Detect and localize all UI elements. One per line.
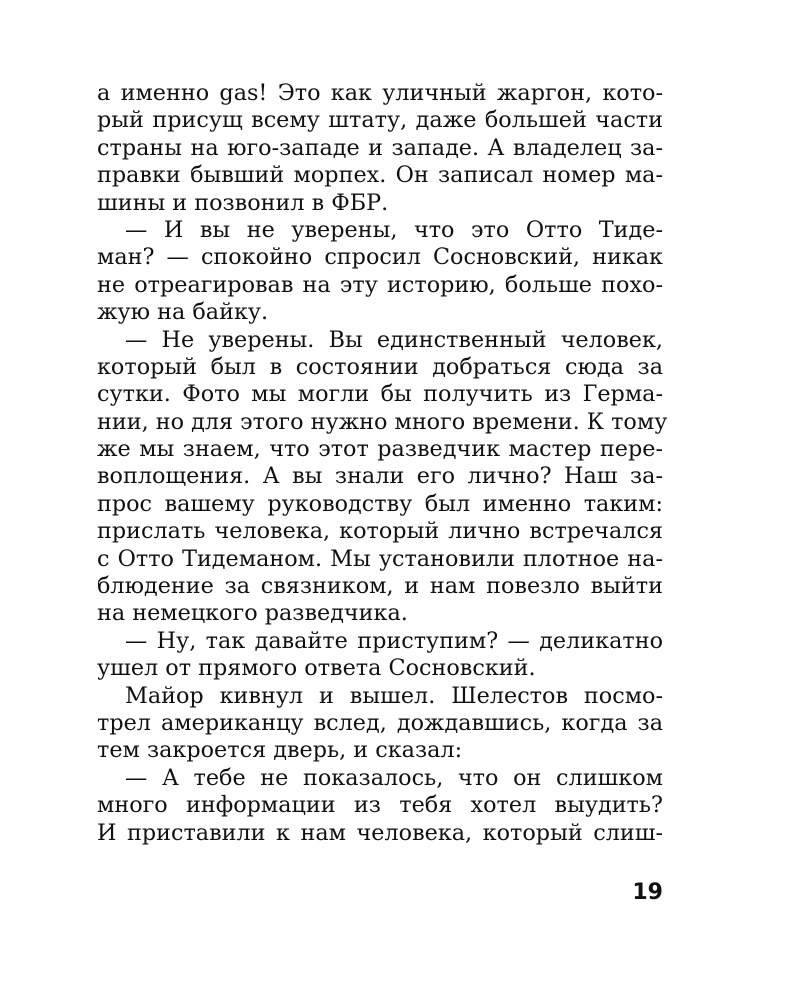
text-line: страны на юго-западе и западе. А владелец за- (97, 134, 663, 161)
text-line: тем закроется дверь, и сказал: (97, 737, 463, 764)
text-line: блюдение за связником, и нам повезло выйти (97, 573, 663, 600)
text-line: И приставили к нам человека, который слиш- (97, 819, 663, 846)
text-line: — Не уверены. Вы единственный человек, (125, 326, 663, 353)
text-line: не отреагировав на эту историю, больше похо- (97, 271, 663, 298)
text-line: который был в состоянии добраться сюда за (97, 353, 663, 380)
text-line: ман? — спокойно спросил Сосновский, никак (97, 244, 663, 271)
body-text (97, 80, 668, 847)
text-line: Майор кивнул и вышел. Шелестов посмо- (125, 682, 663, 709)
text-line: прислать человека, который лично встречался (97, 518, 663, 545)
text-line: нии, но для этого нужно много времени. К тому (97, 408, 668, 435)
text-line: рый присущ всему штату, даже большей части (97, 107, 663, 134)
text-line: а именно gas! Это как уличный жаргон, кото- (97, 80, 663, 106)
text-line: — А тебе не показалось, что он слишком (125, 764, 663, 791)
text-line: шины и позвонил в ФБР. (97, 189, 389, 216)
text-line: с Отто Тидеманом. Мы установили плотное на- (97, 545, 663, 572)
text-line: правки бывший морпех. Он записал номер ма- (97, 162, 663, 189)
text-line: воплощения. А вы знали его лично? Наш за- (97, 463, 663, 490)
text-line: сутки. Фото мы могли бы получить из Герма- (97, 381, 663, 408)
text-line: же мы знаем, что этот разведчик мастер пере- (97, 436, 663, 463)
text-line: — Ну, так давайте приступим? — деликатно (125, 627, 663, 654)
page-number: 19 (632, 880, 663, 905)
text-line: — И вы не уверены, что это Отто Тиде- (125, 216, 663, 243)
text-line: на немецкого разведчика. (97, 600, 408, 627)
text-line: жую на байку. (97, 299, 269, 326)
text-line: много информации из тебя хотел выудить? (97, 792, 663, 819)
text-line: прос вашему руководству был именно таким: (97, 490, 663, 517)
text-line: трел американцу вслед, дождавшись, когда за (97, 709, 663, 736)
text-line: ушел от прямого ответа Сосновский. (97, 655, 536, 682)
